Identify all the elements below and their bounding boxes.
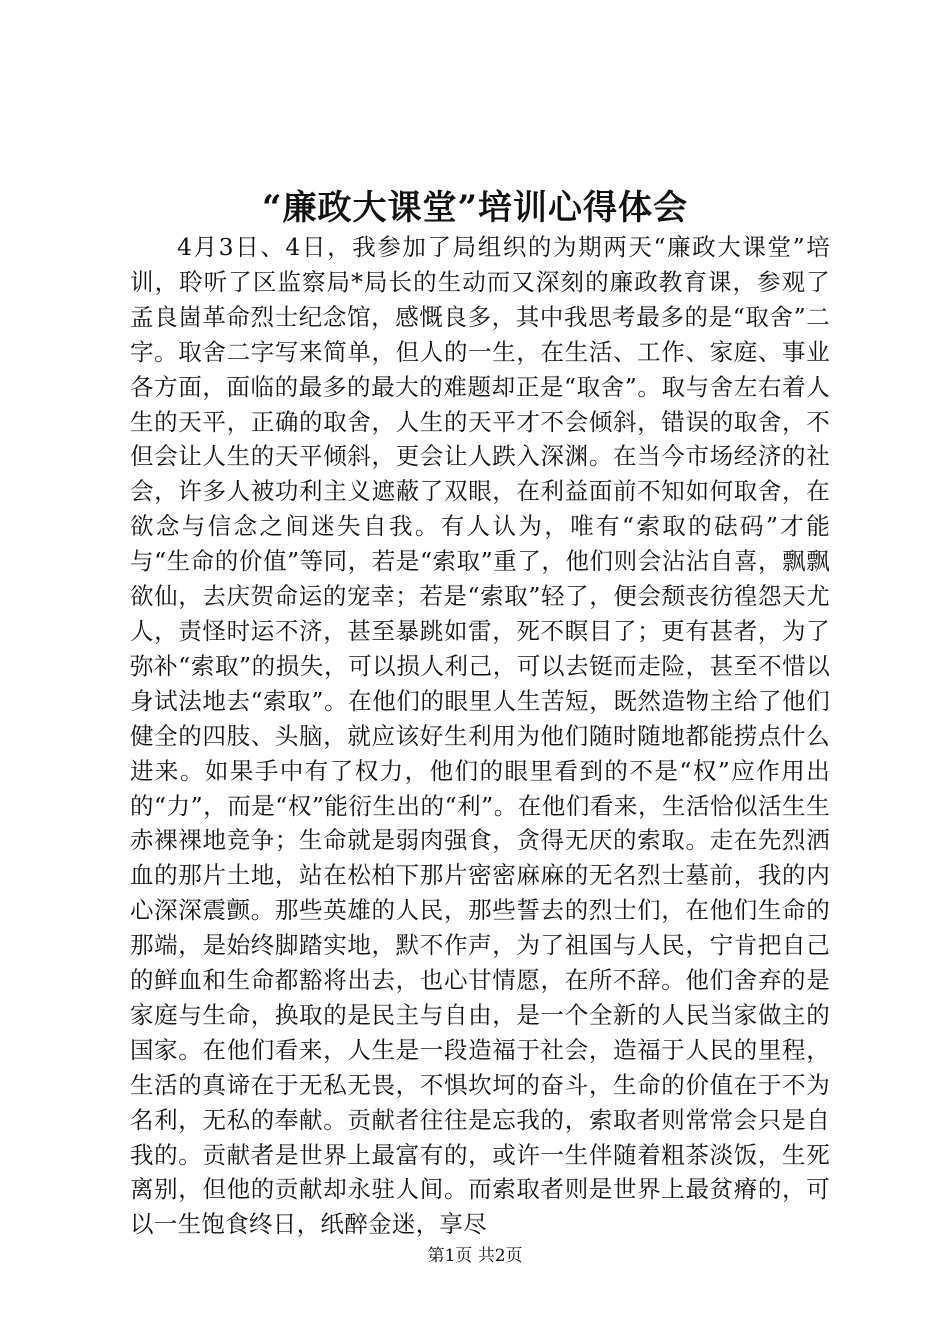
total-pages: 共2页 xyxy=(477,1246,523,1266)
page-number: 第1页 xyxy=(427,1246,473,1266)
page-footer xyxy=(0,1245,950,1267)
document-title: “廉政大课堂”培训心得体会 xyxy=(261,188,689,228)
document-body-paragraph: 4月3日、4日，我参加了局组织的为期两天“廉政大课堂”培训，聆听了区监察局*局长的生动而又深刻的廉政教育课，参观了孟良崮革命烈士纪念馆，感慨良多，其中我思考最多的是“取舍”二字。取舍二字写来简单，但人的一生，在生活、工作、家庭、事业各方面，面临的最多的最大的难题却正是“取舍”。取与舍左右着人生的天平，正确的取舍，人生的天平才不会倾斜，错误的取舍，不但会让人生的天平倾斜，更会让人跌入深渊。在当今市场经济的社会，许多人被功利主义遮蔽了双眼，在利益面前不知如何取舍，在欲念与信念之间迷失自我。有人认为，唯有“索取的砝码”才能与“生命的价值”等同，若是“索取”重了，他们则会沾沾自喜，飘飘欲仙，去庆贺命运的宠幸；若是“索取”轻了，便会颓丧彷徨怨天尤人，责怪时运不济，甚至暴跳如雷，死不瞑目了；更有甚者，为了弥补“索取”的损失，可以损人利己，可以去铤而走险，甚至不惜以身试法地去“索取”。在他们的眼里人生苦短，既然造物主给了他们健全的四肢、头脑，就应该好生利用为他们随时随地都能捞点什么进来。如果手中有了权力，他们的眼里看到的不是“权”应作用出的“力”，而是“权”能衍生出的“利”。在他们看来，生活恰似活生生赤裸裸地竞争；生命就是弱肉强食，贪得无厌的索取。走在先烈洒血的那片土地，站在松柏下那片密密麻麻的无名烈士墓前，我的内心深深震颤。那些英雄的人民，那些誓去的烈士们，在他们生命的那端，是始终脚踏实地，默不作声，为了祖国与人民，宁肯把自己的鲜血和生命都豁将出去，也心甘情愿，在所不辞。他们舍弃的是家庭与生命，换取的是民主与自由，是一个全新的人民当家做主的国家。在他们看来，人生是一段造福于社会，造福于人民的里程，生活的真谛在于无私无畏，不惧坎坷的奋斗，生命的价值在于不为名利，无私的奉献。贡献者往往是忘我的，索取者则常常会只是自我的。贡献者是世界上最富有的，或许一生伴随着粗茶淡饭，生死离别，但他的贡献却永驻人间。而索取者则是世界上最贫瘠的，可以一生饱食终日，纸醉金迷，享尽 xyxy=(130,233,830,1239)
